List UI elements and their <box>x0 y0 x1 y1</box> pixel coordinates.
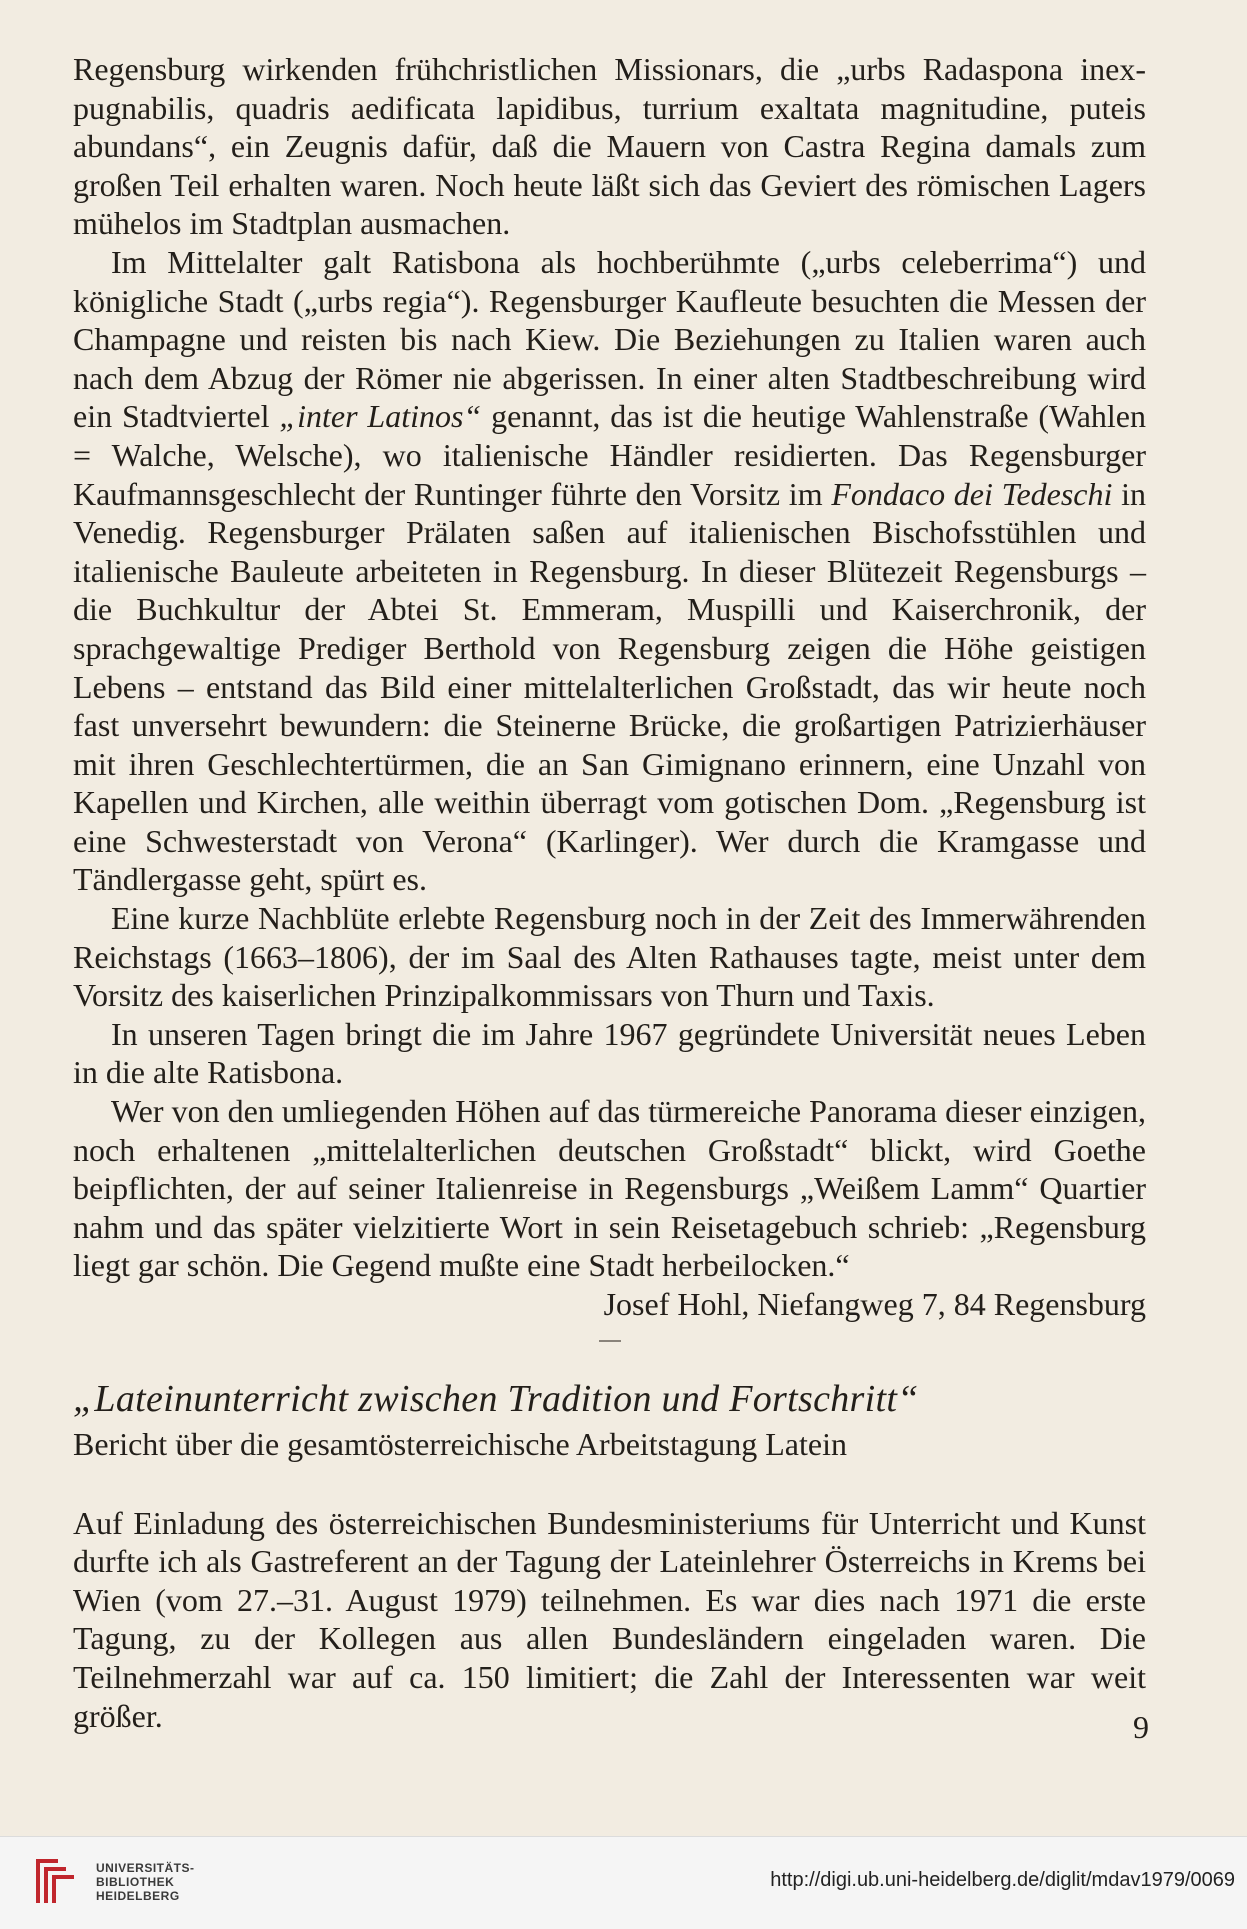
paragraph-mittelalter-part1: Im Mittelalter galt Ratisbona als hochberühmte („urbs celeberrima“) und königliche Stadt („urbs regia“). Regensburger Kaufleute besuchten die Messen der Champagne und reisten bis nach Kiew. Die Beziehungen zu Italien waren auch nach dem Abzug der Römer nie abgerissen. In einer alten Stadtbeschreibung wird ein Stadtviertel <box>73 243 1146 435</box>
inter-latinos-phrase: „inter Latinos“ <box>279 398 482 435</box>
library-name-line-2: BIBLIOTHEK <box>96 1875 175 1889</box>
section-divider <box>599 1340 621 1342</box>
fondaco-phrase: Fondaco dei Tedeschi <box>831 475 1113 512</box>
article-title: „Lateinunterricht zwischen Tradition und Fortschritt“ <box>73 1377 919 1420</box>
paragraph-mittelalter-part3: in Venedig. Regensburger Prälaten saßen auf italienischen Bischofsstühlen und italienische Bauleute arbeiteten in Regensburg. In dieser Blütezeit Regensburgs – die Buchkultur der Abtei St. Emmeram, Muspilli und Kaiserchronik, der sprachgewaltige Prediger Berthold von Regensburg zeigen die Höhe geistigen Lebens – entstand das Bild einer mittelalterlichen Großstadt, das wir heute noch fast unversehrt bewundern: die Steinerne Brücke, die großartigen Patrizierhäuser mit ihren Geschlechtertürmen, die an San Gimignano erinnern, eine Unzahl von Kapellen und Kirchen, alle weithin überragt vom gotischen Dom. „Regensburg ist eine Schwesterstadt von Verona“ (Karlinger). Wer durch die Kramgasse und Tändlergasse geht, spürt es. <box>73 475 1147 898</box>
paragraph-goethe: Wer von den umliegenden Höhen auf das türmereiche Panorama dieser einzigen, noch erhaltenen „mittelalterlichen deutschen Großstadt“ blickt, wird Goethe beipflichten, der auf seiner Italienreise in Regensburgs „Weißem Lamm“ Quartier nahm und das später vielzitierte Wort in sein Reisetagebuch schrieb: „Regensburg liegt gar schön. Die Gegend mußte eine Stadt herbeilocken.“ <box>73 1093 1146 1284</box>
paragraph-mittelalter <box>73 243 1146 899</box>
paragraph-nachbluete: Eine kurze Nachblüte erlebte Regensburg noch in der Zeit des Immerwährenden Reichstags (1663–1806), der im Saal des Alten Rathauses tagte, meist unter dem Vorsitz des kaiserlichen Prinzipalkommissars von Thurn und Taxis. <box>73 900 1146 1014</box>
footer-bar <box>0 1836 1247 1929</box>
text-column <box>73 50 1146 1735</box>
author-signature: Josef Hohl, Niefangweg 7, 84 Regensburg <box>603 1286 1146 1322</box>
article-subtitle: Bericht über die gesamtösterreichische Arbeitstagung Latein <box>73 1425 847 1462</box>
library-name-line-1: UNIVERSITÄTS- <box>96 1861 195 1875</box>
library-name <box>96 1861 195 1903</box>
library-name-line-3: HEIDELBERG <box>96 1889 180 1903</box>
page-number: 9 <box>1133 1709 1149 1745</box>
paragraph-universitaet: In unseren Tagen bringt die im Jahre 1967 gegründete Universität neues Leben in die alte Ratisbona. <box>73 1015 1146 1091</box>
spacer <box>73 1464 1146 1504</box>
paragraph-castra-regina: Regensburg wirkenden frühchristlichen Missionars, die „urbs Radaspona inexpugnabilis, quadris aedificata lapidibus, turrium exaltata magnitudine, puteis abundans“, ein Zeugnis dafür, daß die Mauern von Castra Regina damals zum großen Teil erhalten waren. Noch heute läßt sich das Geviert des römischen Lagers mühelos im Stadtplan ausmachen. <box>73 51 1146 242</box>
source-url-link[interactable]: http://digi.ub.uni-heidelberg.de/diglit/mdav1979/0069 <box>770 1869 1235 1891</box>
paragraph-mittelalter-part2: genannt, das ist die heutige Wahlenstraße (Wahlen = Walche, Welsche), wo italienische Händler residierten. Das Regensburger Kaufmannsgeschlecht der Runtinger führte den Vorsitz im <box>73 398 1147 512</box>
university-library-logo-icon[interactable] <box>32 1853 80 1909</box>
article-body: Auf Einladung des österreichischen Bundesministeriums für Unterricht und Kunst durfte ich als Gastreferent an der Tagung der Lateinlehrer Österreichs in Krems bei Wien (vom 27.–31. August 1979) teilnehmen. Es war dies nach 1971 die erste Tagung, zu der Kollegen aus allen Bundesländern eingeladen waren. Die Teilnehmerzahl war auf ca. 150 limitiert; die Zahl der Interessenten war weit größer. <box>73 1504 1146 1734</box>
